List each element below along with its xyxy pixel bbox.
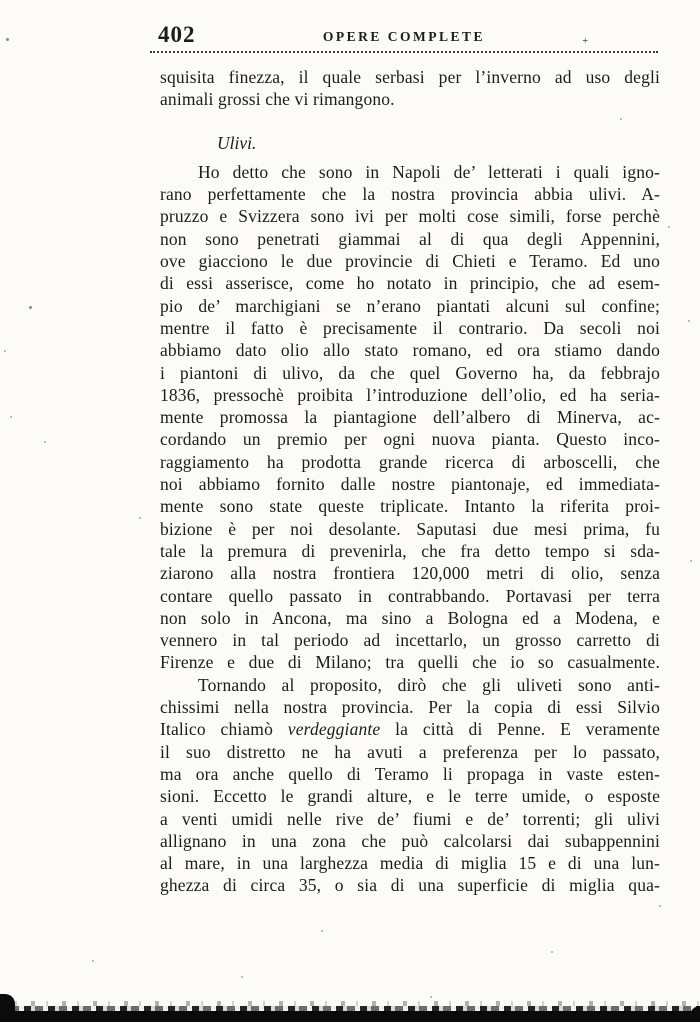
- italic-word: verdeggiante: [287, 719, 381, 740]
- scan-speckle: [321, 930, 323, 932]
- text-line: [160, 718, 660, 740]
- scan-speckle: [551, 951, 553, 953]
- text-line: chissimi nella nostra provincia. Per la copia di essi Silvio: [160, 697, 660, 718]
- scan-speckle: [139, 517, 141, 519]
- scan-speckle: [430, 996, 432, 998]
- text-line: mente promossa la piantagione dell’albero di Minerva, ac-: [160, 407, 660, 428]
- page-body: [160, 66, 660, 897]
- text-line: sioni. Eccetto le grandi alture, e le terre umide, o esposte: [160, 786, 660, 807]
- text-line: ziarono alla nostra frontiera 120,000 metri di olio, senza: [160, 563, 660, 584]
- text-line: non sono penetrati giammai al di qua degli Appennini,: [160, 228, 660, 249]
- scan-speckle: [6, 38, 9, 41]
- scan-speckle: [690, 560, 692, 562]
- scan-speckle: [10, 416, 12, 418]
- text-line: i piantoni di ulivo, da che quel Governo ha, da febbrajo: [160, 362, 660, 383]
- scan-speckle: [668, 226, 670, 228]
- page-header: [150, 24, 658, 53]
- text-segment: Italico chiamò: [160, 719, 288, 740]
- text-line: abbiamo dato olio allo stato romano, ed ora stiamo dando: [160, 340, 660, 361]
- text-line: allignano in una zona che può calcolarsi dai subappennini: [160, 830, 660, 851]
- paragraph: [160, 674, 660, 897]
- text-line: animali grossi che vi rimangono.: [160, 89, 395, 110]
- section-heading: Ulivi.: [217, 132, 257, 153]
- text-line: pio de’ marchigiani se n’erano piantati alcuni sul confine;: [160, 295, 660, 316]
- page-number: 402: [158, 22, 196, 47]
- scan-speckle: [29, 306, 32, 309]
- scan-speckle: [4, 350, 6, 352]
- scan-mark: +: [582, 36, 588, 47]
- scan-edge: [0, 1011, 700, 1022]
- paragraph: [160, 66, 660, 111]
- text-line: noi abbiamo fornito dalle nostre piantonaje, ed immediata-: [160, 474, 660, 495]
- running-title: OPERE COMPLETE: [322, 29, 486, 44]
- text-line: Tornando al proposito, dirò che gli uliveti sono anti-: [198, 674, 660, 695]
- text-line: 1836, pressochè proibita l’introduzione dell’olio, ed ha seria-: [160, 384, 660, 405]
- text-line: mentre il fatto è precisamente il contrario. Da secoli noi: [160, 317, 660, 338]
- scan-corner: [690, 1006, 700, 1022]
- text-line: contare quello passato in contrabbando. Portavasi per terra: [160, 585, 660, 606]
- text-line: vennero in tal periodo ad incettarlo, un grosso carretto di: [160, 630, 660, 651]
- scan-speckle: [659, 905, 661, 907]
- text-line: rano perfettamente che la nostra provincia abbia ulivi. A-: [160, 184, 660, 205]
- scan-corner: [0, 994, 15, 1022]
- text-line: il suo distretto ne ha avuti a preferenza per lo passato,: [160, 741, 660, 762]
- text-line: raggiamento ha prodotta grande ricerca di arboscelli, che: [160, 451, 660, 472]
- scan-speckle: [44, 441, 46, 443]
- text-line: ma ora anche quello di Teramo li propaga in vaste esten-: [160, 763, 660, 784]
- scan-speckle: [688, 320, 690, 322]
- text-segment: la città di Penne. E veramente: [380, 719, 661, 740]
- text-line: non solo in Ancona, ma sino a Bologna ed a Modena, e: [160, 607, 660, 628]
- scan-speckle: [92, 960, 94, 962]
- text-line: mente sono state queste triplicate. Intanto la riferita proi-: [160, 496, 660, 517]
- text-line: bizione è per noi desolante. Saputasi due mesi prima, fu: [160, 518, 660, 539]
- text-line: Firenze e due di Milano; tra quelli che io so casualmente.: [160, 652, 660, 673]
- text-line: pruzzo e Svizzera sono ivi per molti cose simili, forse perchè: [160, 206, 660, 227]
- text-line: Ho detto che sono in Napoli de’ letterati i quali igno-: [198, 161, 660, 182]
- text-line: di essi asserisce, come ho notato in principio, che ad esem-: [160, 273, 660, 294]
- text-line: ove giacciono le due provincie di Chieti e Teramo. Ed uno: [160, 251, 660, 272]
- text-line: squisita finezza, il quale serbasi per l’inverno ad uso degli: [160, 67, 660, 87]
- text-line: a venti umidi nelle rive de’ fiumi e de’ torrenti; gli ulivi: [160, 808, 660, 829]
- text-line: al mare, in una larghezza media di miglia 15 e di una lun-: [160, 853, 660, 874]
- scan-speckle: [620, 118, 622, 120]
- text-line: ghezza di circa 35, o sia di una superficie di miglia qua-: [160, 875, 660, 896]
- scan-speckle: [241, 976, 243, 978]
- text-line: tale la premura di prevenirla, che fra detto tempo si sda-: [160, 540, 660, 561]
- paragraph: [160, 161, 660, 674]
- text-line: cordando un premio per ogni nuova pianta. Questo inco-: [160, 429, 660, 450]
